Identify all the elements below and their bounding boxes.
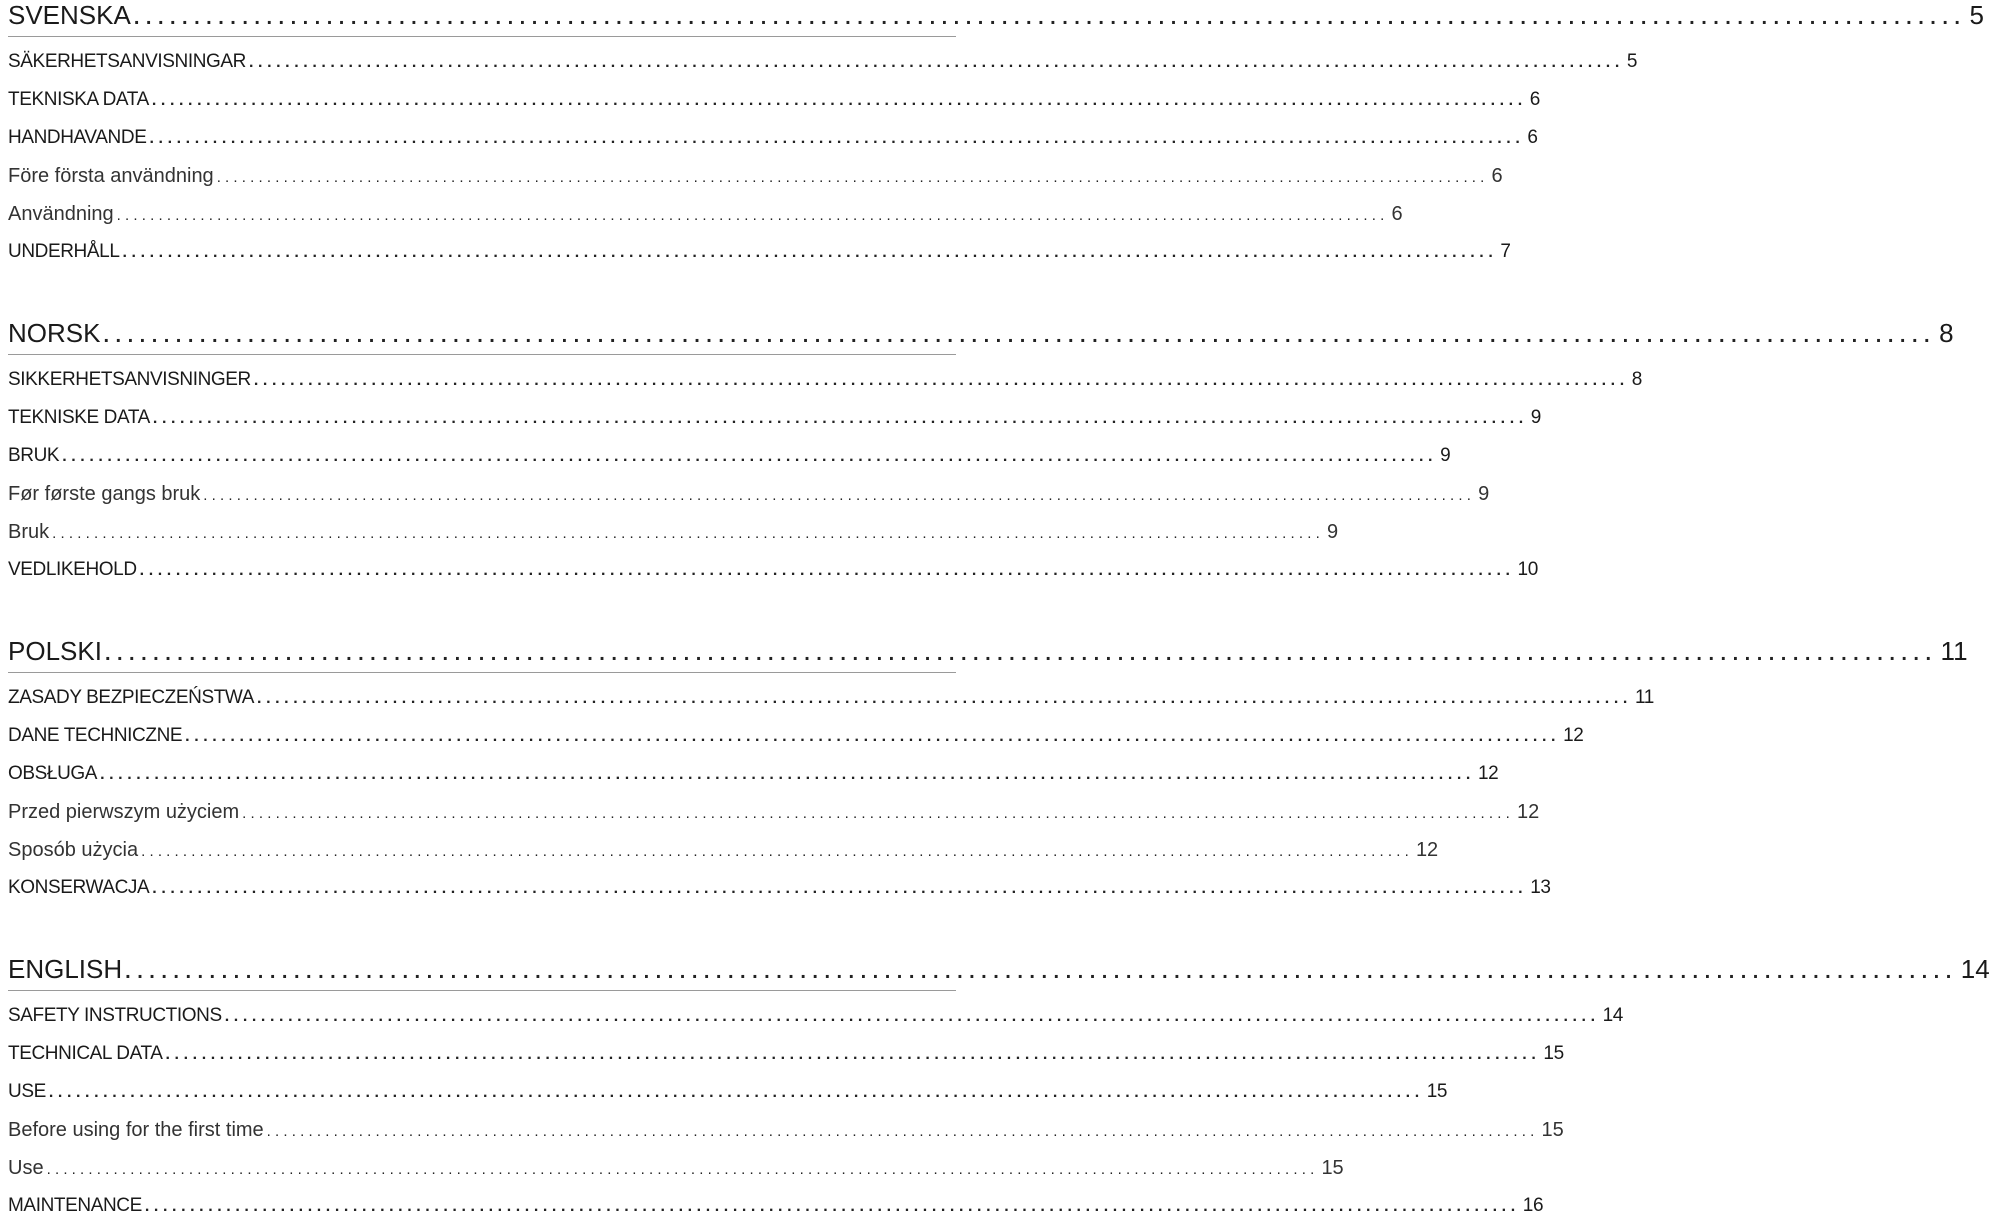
toc-entry[interactable] [8, 513, 1339, 551]
page-number: 9 [1530, 407, 1541, 428]
toc-entry[interactable] [8, 1035, 1564, 1073]
entry-title: BRUK [8, 445, 60, 466]
entry-title: SIKKERHETSANVISNINGER [8, 369, 251, 390]
toc-entry[interactable] [8, 233, 1511, 271]
page-number: 14 [1960, 954, 1990, 984]
page-number: 15 [1541, 1119, 1564, 1141]
toc-language-heading[interactable] [8, 318, 1954, 355]
page-number: 5 [1626, 51, 1638, 72]
toc-entry[interactable] [8, 679, 1654, 717]
page-number: 12 [1415, 839, 1439, 861]
language-title: SVENSKA [8, 0, 131, 30]
dot-leader: ........................................................................................................................................................ [185, 728, 1561, 745]
toc-entry[interactable] [8, 793, 1540, 831]
toc-entry[interactable] [8, 717, 1584, 755]
toc-entry[interactable] [8, 119, 1538, 157]
dot-leader: ........................................................................................................................................................ [216, 169, 1489, 186]
dot-leader: ........................................................................................................................................................ [203, 487, 1476, 504]
page-number: 12 [1477, 763, 1499, 784]
toc-entry[interactable] [8, 831, 1439, 869]
toc-entry[interactable] [8, 437, 1451, 475]
toc-entry[interactable] [8, 1111, 1564, 1149]
entry-title: MAINTENANCE [8, 1195, 142, 1216]
entry-title: ZASADY BEZPIECZEŃSTWA [8, 687, 255, 708]
page-number: 6 [1391, 203, 1403, 225]
dot-leader: ........................................................................................................................................................ [116, 207, 1389, 224]
entry-title: KONSERWACJA [8, 877, 150, 898]
dot-leader: ........................................................................................................................................................ [122, 244, 1498, 261]
page-number: 8 [1631, 369, 1642, 390]
dot-leader: ........................................................................................................................................................ [52, 525, 1324, 542]
toc-entry[interactable] [8, 1149, 1344, 1187]
entry-title: TECHNICAL DATA [8, 1043, 163, 1064]
page-number: 15 [1321, 1157, 1344, 1179]
entry-title: VEDLIKEHOLD [8, 559, 137, 580]
page-number: 14 [1602, 1005, 1623, 1026]
page-number: 9 [1440, 445, 1451, 466]
dot-leader: ........................................................................................................................................................ [103, 325, 1937, 347]
toc-entry[interactable] [8, 1187, 1544, 1225]
entry-title: Przed pierwszym użyciem [8, 801, 240, 823]
toc-entry[interactable] [8, 157, 1503, 195]
page-number: 12 [1563, 725, 1584, 746]
dot-leader: ........................................................................................................................................................ [253, 372, 1629, 389]
page-number: 12 [1517, 801, 1540, 823]
page-number: 9 [1326, 521, 1339, 543]
page-number: 10 [1517, 559, 1538, 580]
dot-leader: ........................................................................................................................................................ [151, 92, 1527, 109]
language-title: POLSKI [8, 636, 102, 666]
entry-title: TEKNISKA DATA [8, 89, 149, 110]
dot-leader: ........................................................................................................................................................ [249, 54, 1624, 71]
page-number: 7 [1500, 241, 1511, 262]
entry-title: Før første gangs bruk [8, 483, 201, 505]
dot-leader: ........................................................................................................................................................ [149, 130, 1525, 147]
toc-entry[interactable] [8, 43, 1638, 81]
entry-title: Användning [8, 203, 114, 225]
toc-section-english [8, 954, 1990, 1225]
dot-leader: ........................................................................................................................................................ [125, 961, 1958, 983]
entry-title: Use [8, 1157, 44, 1179]
dot-leader: ........................................................................................................................................................ [224, 1008, 1600, 1025]
page-number: 5 [1969, 0, 1984, 30]
entry-title: TEKNISKE DATA [8, 407, 150, 428]
dot-leader: ........................................................................................................................................................ [100, 766, 1475, 783]
toc-language-heading[interactable] [8, 0, 1984, 37]
dot-leader: ........................................................................................................................................................ [133, 7, 1967, 29]
page-number: 11 [1634, 687, 1654, 708]
dot-leader: ........................................................................................................................................................ [62, 448, 1438, 465]
entry-title: Bruk [8, 521, 50, 543]
dot-leader: ........................................................................................................................................................ [152, 410, 1528, 427]
entry-title: USE [8, 1081, 46, 1102]
toc-entry[interactable] [8, 869, 1551, 907]
toc-entry[interactable] [8, 997, 1623, 1035]
page-number: 9 [1478, 483, 1490, 505]
toc-entry[interactable] [8, 755, 1499, 793]
dot-leader: ........................................................................................................................................................ [141, 843, 1413, 860]
dot-leader: ........................................................................................................................................................ [165, 1046, 1541, 1063]
dot-leader: ........................................................................................................................................................ [139, 562, 1515, 579]
page-number: 6 [1529, 89, 1540, 110]
toc-entry[interactable] [8, 361, 1642, 399]
toc-entry[interactable] [8, 1073, 1448, 1111]
toc-language-heading[interactable] [8, 954, 1990, 991]
toc-entry[interactable] [8, 195, 1403, 233]
dot-leader: ........................................................................................................................................................ [144, 1198, 1520, 1215]
dot-leader: ........................................................................................................................................................ [257, 690, 1632, 707]
toc-entry[interactable] [8, 475, 1490, 513]
page-number: 16 [1522, 1195, 1544, 1216]
entry-title: Före första användning [8, 165, 214, 187]
toc-entry[interactable] [8, 81, 1540, 119]
page-number: 15 [1543, 1043, 1564, 1064]
toc-language-heading[interactable] [8, 636, 1968, 673]
entry-title: OBSŁUGA [8, 763, 98, 784]
entry-title: HANDHAVANDE [8, 127, 147, 148]
dot-leader: ........................................................................................................................................................ [104, 643, 1938, 665]
dot-leader: ........................................................................................................................................................ [46, 1161, 1319, 1178]
toc-entry[interactable] [8, 551, 1538, 589]
entry-title: Sposób użycia [8, 839, 139, 861]
toc-section-polski [8, 636, 1968, 907]
language-title: ENGLISH [8, 954, 123, 984]
dot-leader: ........................................................................................................................................................ [266, 1123, 1539, 1140]
entry-title: DANE TECHNICZNE [8, 725, 183, 746]
dot-leader: ........................................................................................................................................................ [242, 805, 1515, 822]
toc-section-norsk [8, 318, 1954, 589]
entry-title: Before using for the first time [8, 1119, 264, 1141]
toc-section-svenska [8, 0, 1984, 271]
entry-title: UNDERHÅLL [8, 241, 120, 262]
entry-title: SÄKERHETSANVISNINGAR [8, 51, 246, 72]
page-number: 6 [1527, 127, 1538, 148]
entry-title: SAFETY INSTRUCTIONS [8, 1005, 222, 1026]
toc-entry[interactable] [8, 399, 1541, 437]
dot-leader: ........................................................................................................................................................ [48, 1084, 1424, 1101]
page-number: 11 [1940, 636, 1968, 666]
page-number: 8 [1939, 318, 1954, 348]
page-number: 13 [1530, 877, 1551, 898]
page-number: 15 [1426, 1081, 1448, 1102]
page-number: 6 [1491, 165, 1503, 187]
language-title: NORSK [8, 318, 101, 348]
dot-leader: ........................................................................................................................................................ [152, 880, 1528, 897]
